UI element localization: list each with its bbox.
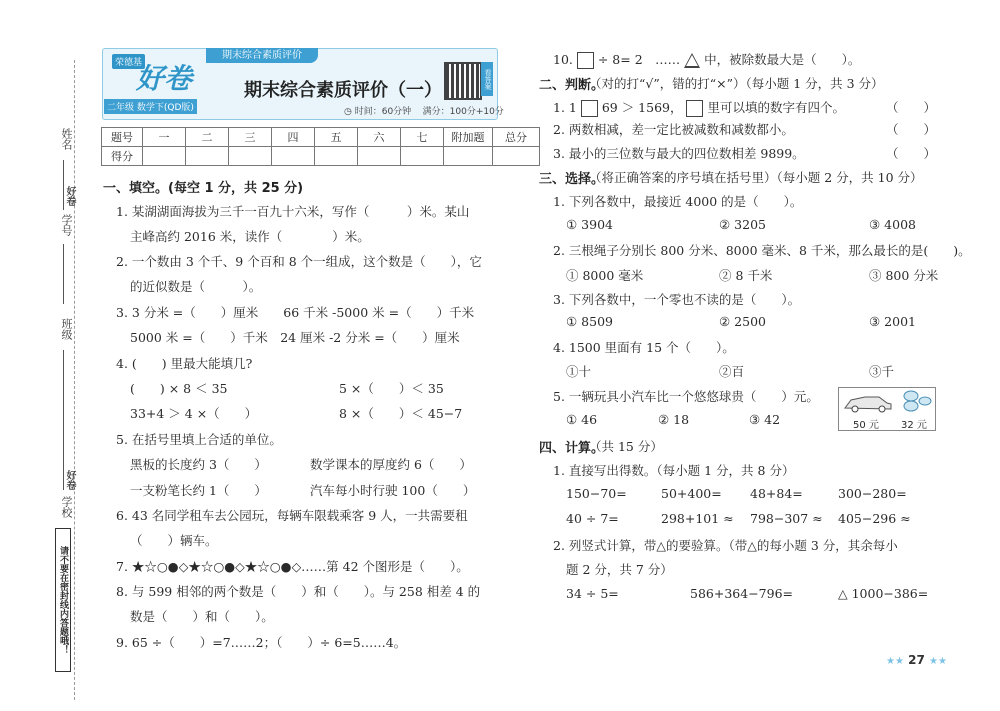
score-cell: 四	[272, 128, 315, 147]
blank-square-icon[interactable]	[577, 52, 594, 69]
q1-line2: 主峰高约 2016 米，读作（ ）米。	[130, 229, 370, 244]
calc-2-line2: 题 2 分，共 7 分）	[566, 562, 673, 577]
section-4-note: （共 15 分）	[589, 439, 663, 454]
section-2-note: （对的打“√”，错的打“×”）（每小题 1 分，共 3 分）	[589, 76, 884, 91]
vertical-calc-item[interactable]: 34 ÷ 5=	[566, 586, 619, 601]
score-input[interactable]	[272, 147, 315, 166]
score-cell: 总分	[493, 128, 540, 147]
star-decoration-icon: ★★	[886, 656, 904, 667]
student-id-label: 学号	[60, 214, 73, 236]
score-cell: 二	[186, 128, 229, 147]
section-3-note: （将正确答案的序号填在括号里）（每小题 2 分，共 10 分）	[589, 170, 923, 185]
brand-block	[104, 51, 200, 111]
q4-title: 4. ( ) 里最大能填几?	[116, 356, 253, 371]
q4-item-b: 5 ×（ ）＜ 35	[339, 381, 444, 396]
binding-dashed-line	[74, 60, 75, 700]
q9: 9. 65 ÷（ ）=7……2；（ ）÷ 6=5……4。	[116, 635, 407, 650]
choice-1-opt-3[interactable]: ③ 4008	[869, 217, 916, 232]
score-cell: 题号	[102, 128, 143, 147]
time-and-score	[344, 104, 504, 117]
margin-mark-1: 好卷	[64, 186, 75, 206]
choice-3: 3. 下列各数中，一个零也不读的是（ ）。	[553, 292, 801, 307]
q5-item-c: 一支粉笔长约 1（ ）	[130, 483, 267, 498]
score-cell: 五	[315, 128, 358, 147]
q8-line1: 8. 与 599 相邻的两个数是（ ）和（ ）。与 258 相差 4 的	[116, 584, 481, 599]
star-decoration-icon: ★★	[929, 656, 947, 667]
q10	[553, 50, 860, 69]
choice-4-opt-3[interactable]: ③千	[869, 364, 895, 379]
choice-2-opt-1[interactable]: ① 8000 毫米	[566, 268, 644, 283]
q4-item-a: ( ) × 8 ＜ 35	[130, 381, 228, 396]
choice-5-opt-1[interactable]: ① 46	[566, 412, 598, 427]
margin-mark-2: 好卷	[64, 470, 75, 490]
calc-item[interactable]: 150−70=	[566, 486, 627, 501]
q3-line2: 5000 米 =（ ）千米 24 厘米 -2 分米 =（ ）厘米	[130, 330, 460, 345]
q5-item-b: 数学课本的厚度约 6（ ）	[310, 457, 472, 472]
class-label: 班级	[60, 318, 73, 340]
exam-title: 期末综合素质评价（一）	[244, 80, 442, 101]
calc-item[interactable]: 40 ÷ 7=	[566, 511, 619, 526]
choice-2: 2. 三根绳子分别长 800 分米、8000 毫米、8 千米，那么最长的是( )。	[553, 243, 971, 258]
school-label: 学校	[60, 496, 73, 518]
vertical-calc-item[interactable]: 586+364−796=	[690, 586, 793, 601]
choice-5: 5. 一辆玩具小汽车比一个悠悠球贵（ ）元。	[553, 389, 819, 404]
q10-mid: ÷ 8= 2 ……	[597, 52, 681, 67]
q10-tail: 中，被除数最大是（ ）。	[704, 52, 861, 67]
q5-item-a: 黑板的长度约 3（ ）	[130, 457, 267, 472]
q6-line2: （ ）辆车。	[130, 533, 218, 548]
vertical-calc-item[interactable]: △ 1000−386=	[838, 586, 929, 601]
qr-side-label: 看答案	[481, 62, 493, 96]
score-table	[101, 127, 540, 166]
choice-4-opt-1[interactable]: ①十	[566, 364, 592, 379]
price-picture	[838, 387, 936, 431]
q8-line2: 数是（ ）和（ ）。	[130, 609, 274, 624]
judge-1	[553, 98, 845, 117]
q10-number: 10.	[553, 52, 573, 67]
class-line	[63, 350, 64, 490]
calc-2-line1: 2. 列竖式计算，带△的要验算。（带△的每小题 3 分，其余每小	[553, 538, 898, 553]
calc-item[interactable]: 298+101 ≈	[661, 511, 734, 526]
choice-1-opt-2[interactable]: ② 3205	[719, 217, 766, 232]
q5-title: 5. 在括号里填上合适的单位。	[116, 432, 282, 447]
car-price: 50 元	[853, 420, 879, 431]
q1-line1: 1. 某湖湖面海拔为三千一百九十六米，写作（ ）米。某山	[116, 204, 470, 219]
full-score: 满分：100分+10分	[422, 107, 504, 117]
score-cell: 附加题	[444, 128, 493, 147]
choice-4-opt-2[interactable]: ②百	[719, 364, 745, 379]
q3-line1: 3. 3 分米 =（ ）厘米 66 千米 -5000 米 =（ ）千米	[116, 305, 475, 320]
blank-square-icon[interactable]	[581, 100, 598, 117]
choice-5-opt-2[interactable]: ② 18	[658, 412, 690, 427]
grade-edition: 二年级 数学下(QD版)	[104, 99, 197, 114]
blank-square-icon[interactable]	[686, 100, 703, 117]
choice-2-opt-2[interactable]: ② 8 千米	[719, 268, 773, 283]
score-cell: 六	[358, 128, 401, 147]
judge-3-answer[interactable]: （ ）	[886, 146, 937, 161]
score-cell: 三	[229, 128, 272, 147]
choice-5-opt-3[interactable]: ③ 42	[749, 412, 781, 427]
section-2-title: 二、判断。	[539, 78, 605, 93]
score-value-row	[102, 147, 540, 166]
score-input[interactable]	[401, 147, 444, 166]
q4-item-d: 8 ×（ ）＜ 45−7	[339, 406, 463, 421]
score-cell: 七	[401, 128, 444, 147]
choice-1: 1. 下列各数中，最接近 4000 的是（ ）。	[553, 194, 803, 209]
judge-1-answer[interactable]: （ ）	[886, 100, 937, 115]
page-number	[886, 653, 947, 667]
choice-3-opt-2[interactable]: ② 2500	[719, 314, 766, 329]
judge-1-tail: 里可以填的数字有四个。	[707, 100, 845, 115]
score-input[interactable]	[444, 147, 493, 166]
seal-line-notice: 请不要在密封线内答题哦！	[55, 528, 71, 672]
score-input[interactable]	[493, 147, 540, 166]
judge-2: 2. 两数相减，差一定比被减数和减数都小。	[553, 122, 794, 137]
name-label: 姓名	[60, 128, 73, 150]
score-input[interactable]	[315, 147, 358, 166]
clock-icon: ◷	[344, 107, 352, 117]
q2-line2: 的近似数是（ ）。	[130, 279, 262, 294]
score-header-row	[102, 128, 540, 147]
calc-item[interactable]: 300−280=	[838, 486, 907, 501]
section-4-title: 四、计算。	[539, 441, 605, 456]
brand-publisher: 荣德基	[112, 54, 145, 69]
q4-item-c: 33+4 ＞ 4 ×（ ）	[130, 406, 258, 421]
calc-1-title: 1. 直接写出得数。（每小题 1 分，共 8 分）	[553, 463, 795, 478]
score-input[interactable]	[143, 147, 186, 166]
yoyo-price: 32 元	[901, 420, 927, 431]
qr-code-icon[interactable]	[444, 62, 482, 100]
calc-item[interactable]: 50+400=	[661, 486, 722, 501]
calc-item[interactable]: 48+84=	[750, 486, 803, 501]
score-cell: 一	[143, 128, 186, 147]
choice-1-opt-1[interactable]: ① 3904	[566, 217, 613, 232]
score-input[interactable]	[358, 147, 401, 166]
choice-2-opt-3[interactable]: ③ 800 分米	[869, 268, 939, 283]
judge-1-mid: 69 ＞ 1569，	[601, 100, 683, 115]
q6-line1: 6. 43 名同学租车去公园玩，每辆车限载乘客 9 人，一共需要租	[116, 508, 468, 523]
score-input[interactable]	[186, 147, 229, 166]
score-cell: 得分	[102, 147, 143, 166]
yoyo-icon	[899, 388, 939, 416]
q7: 7. ★☆○●◇★☆○●◇★☆○●◇……第 42 个图形是（ ）。	[116, 559, 469, 574]
triangle-icon	[684, 53, 700, 68]
calc-item[interactable]: 798−307 ≈	[750, 511, 823, 526]
time-limit: 时间：60分钟	[354, 107, 412, 117]
section-1-title: 一、填空。(每空 1 分，共 25 分)	[103, 181, 304, 196]
series-tab: 期末综合素质评价	[206, 48, 318, 63]
q5-item-d: 汽车每小时行驶 100（ ）	[310, 483, 476, 498]
judge-1-pre: 1. 1	[553, 100, 577, 115]
judge-2-answer[interactable]: （ ）	[886, 122, 937, 137]
choice-4: 4. 1500 里面有 15 个（ ）。	[553, 340, 735, 355]
brand-logo: 好卷	[136, 62, 193, 95]
choice-3-opt-1[interactable]: ① 8509	[566, 314, 613, 329]
score-input[interactable]	[229, 147, 272, 166]
student-id-line	[63, 244, 64, 304]
section-3-title: 三、选择。	[539, 172, 605, 187]
calc-item[interactable]: 405−296 ≈	[838, 511, 911, 526]
judge-3: 3. 最小的三位数与最大的四位数相差 9899。	[553, 146, 805, 161]
page-number-value: 27	[908, 653, 925, 667]
choice-3-opt-3[interactable]: ③ 2001	[869, 314, 916, 329]
q2-line1: 2. 一个数由 3 个千、9 个百和 8 个一组成，这个数是（ ），它	[116, 254, 482, 269]
